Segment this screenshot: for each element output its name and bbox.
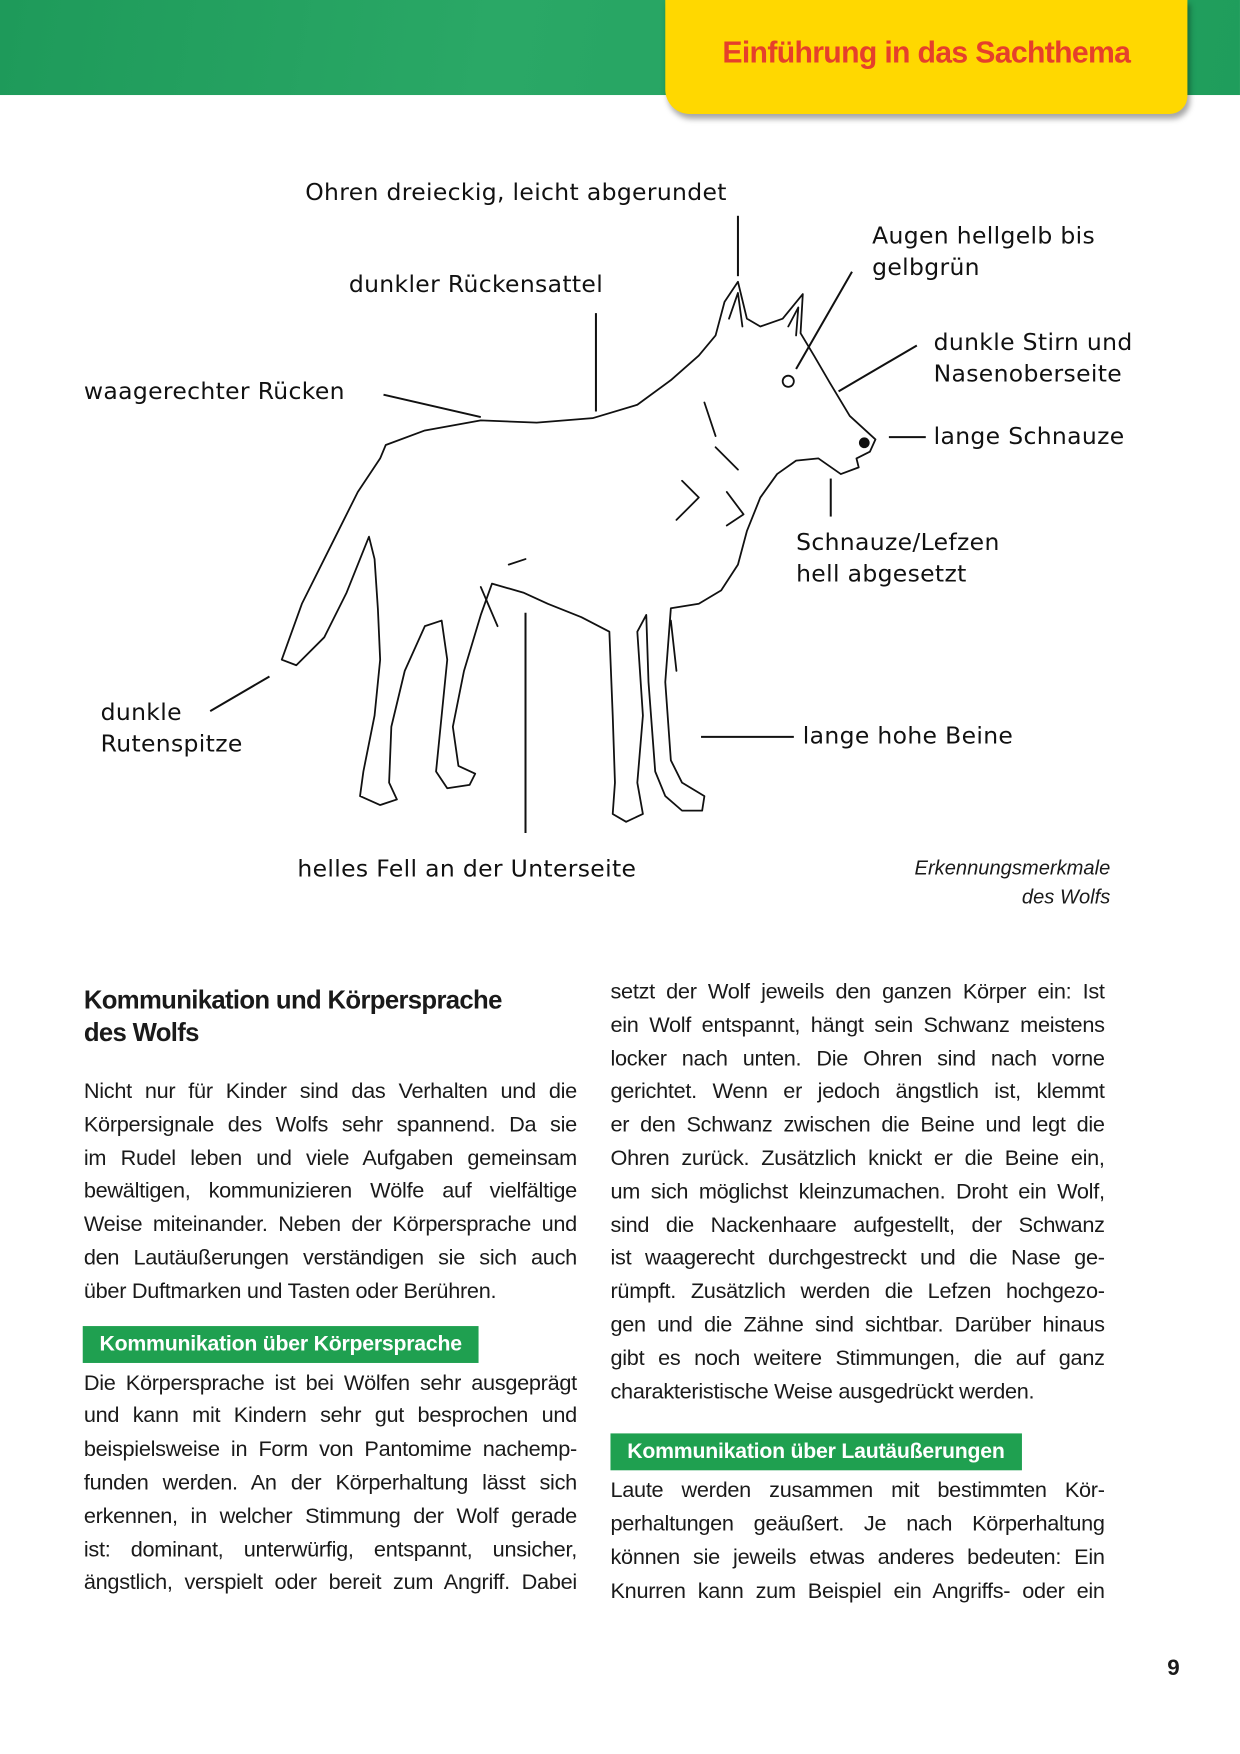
left-para-1 bbox=[84, 1076, 577, 1309]
wolf-outline bbox=[282, 282, 876, 822]
text-line: den Lautäußerungen verständigen sie sich auch bbox=[83, 1245, 577, 1271]
wolf-eye bbox=[783, 376, 794, 387]
text-line: charakteristische Weise ausgedrückt werden. bbox=[610, 1379, 1035, 1404]
label-belly: helles Fell an der Unterseite bbox=[297, 855, 637, 883]
label-forehead-line2: Nasenoberseite bbox=[933, 360, 1123, 387]
right-column bbox=[610, 976, 1104, 1608]
label-legs: lange hohe Beine bbox=[802, 722, 1014, 750]
left-column bbox=[84, 984, 577, 1600]
text-line: perhaltungen geäußert. Je nach Körperhaltung bbox=[610, 1511, 1105, 1537]
caption-line1: Erkennungsmerkmale bbox=[914, 856, 1111, 879]
text-line: ist: dominant, unterwürfig, entspannt, unsicher, bbox=[83, 1536, 577, 1562]
right-para-1 bbox=[610, 976, 1104, 1409]
text-line: funden werden. An der Körperhaltung lässt sich bbox=[83, 1470, 577, 1495]
text-line: können sie jeweils etwas anderes bedeuten: Ein bbox=[610, 1545, 1105, 1570]
text-line: Ohren zurück. Zusätzlich knickt er die Beine ein, bbox=[610, 1146, 1105, 1171]
wolf-ear-inner bbox=[729, 293, 798, 335]
text-line: über Duftmarken und Tasten oder Berühren. bbox=[83, 1278, 497, 1304]
text-line: gen und die Zähne sind sichtbar. Darüber hinaus bbox=[610, 1312, 1105, 1338]
text-line: Nicht nur für Kinder sind das Verhalten und die bbox=[83, 1078, 577, 1104]
text-line: Knurren kann zum Beispiel ein Angriffs- oder ein bbox=[610, 1578, 1105, 1604]
text-line: ängstlich, verspielt oder bereit zum Angriff. Dabei bbox=[83, 1570, 577, 1595]
label-back: waagerechter Rücken bbox=[83, 377, 345, 405]
label-saddle: dunkler Rückensattel bbox=[348, 270, 604, 298]
label-lips-line1: Schnauze/Lefzen bbox=[796, 528, 1000, 556]
left-para-2 bbox=[84, 1367, 577, 1600]
text-line: gibt es noch weitere Stimmungen, die auf ganz bbox=[610, 1345, 1105, 1371]
subheading-body-language: Kommunikation über Körpersprache bbox=[83, 1326, 479, 1363]
label-lips bbox=[796, 527, 1000, 590]
caption-line2: des Wolfs bbox=[1021, 885, 1111, 908]
text-line: Körpersignale des Wolfs sehr spannend. Da sie bbox=[83, 1112, 577, 1137]
section-heading bbox=[84, 984, 577, 1049]
page-number: 9 bbox=[1167, 1655, 1180, 1681]
text-line: setzt der Wolf jeweils den ganzen Körper ein: Ist bbox=[610, 979, 1105, 1005]
label-tail-line1: dunkle bbox=[100, 698, 182, 726]
text-line: im Rudel leben und viele Aufgaben gemeinsam bbox=[83, 1145, 577, 1171]
text-line: locker nach unten. Die Ohren sind nach vorne bbox=[610, 1046, 1105, 1071]
label-eyes-line1: Augen hellgelb bis bbox=[872, 222, 1096, 250]
text-line: um sich möglichst kleinzumachen. Droht ein Wolf, bbox=[610, 1179, 1105, 1204]
label-eyes-line2: gelbgrün bbox=[872, 253, 980, 281]
label-tail-line2: Rutenspitze bbox=[100, 730, 243, 757]
text-line: bewältigen, kommunizieren Wölfe auf vielfältige bbox=[83, 1178, 577, 1204]
text-line: erkennen, in welcher Stimmung der Wolf gerade bbox=[83, 1503, 577, 1529]
text-line: ist waagerecht durchgestreckt und die Nase ge- bbox=[610, 1245, 1105, 1271]
heading-line1: Kommunikation und Körpersprache bbox=[83, 985, 502, 1015]
text-line: ein Wolf entspannt, hängt sein Schwanz meistens bbox=[610, 1012, 1105, 1038]
text-line: rümpft. Zusätzlich werden die Lefzen hochgezo- bbox=[610, 1279, 1105, 1304]
wolf-fur-marks bbox=[481, 403, 744, 671]
label-forehead-line1: dunkle Stirn und bbox=[933, 328, 1133, 356]
text-line: er den Schwanz zwischen die Beine und legt die bbox=[610, 1112, 1105, 1138]
text-line: Laute werden zusammen mit bestimmten Kör- bbox=[610, 1478, 1105, 1504]
text-line: gerichtet. Wenn er jedoch ängstlich ist, klemmt bbox=[610, 1079, 1105, 1105]
label-lips-line2: hell abgesetzt bbox=[796, 560, 967, 588]
label-snout: lange Schnauze bbox=[933, 422, 1125, 450]
section-title: Einführung in das Sachthema bbox=[722, 35, 1131, 70]
label-eyes bbox=[872, 220, 1095, 283]
text-line: und kann mit Kindern sehr gut besprochen und bbox=[83, 1403, 577, 1429]
right-para-2 bbox=[610, 1475, 1104, 1608]
label-tail bbox=[101, 697, 243, 760]
text-line: Die Körpersprache ist bei Wölfen sehr ausgeprägt bbox=[83, 1370, 577, 1395]
label-forehead bbox=[934, 326, 1133, 389]
text-line: sind die Nackenhaare aufgestellt, der Schwanz bbox=[610, 1212, 1105, 1238]
label-ears: Ohren dreieckig, leicht abgerundet bbox=[305, 178, 727, 206]
subheading-vocalization: Kommunikation über Lautäußerungen bbox=[610, 1434, 1021, 1471]
figure-caption bbox=[915, 853, 1111, 911]
text-line: beispielsweise in Form von Pantomime nachemp- bbox=[83, 1436, 577, 1462]
text-line: Weise miteinander. Neben der Körpersprache und bbox=[83, 1212, 577, 1237]
heading-line2: des Wolfs bbox=[83, 1017, 199, 1047]
